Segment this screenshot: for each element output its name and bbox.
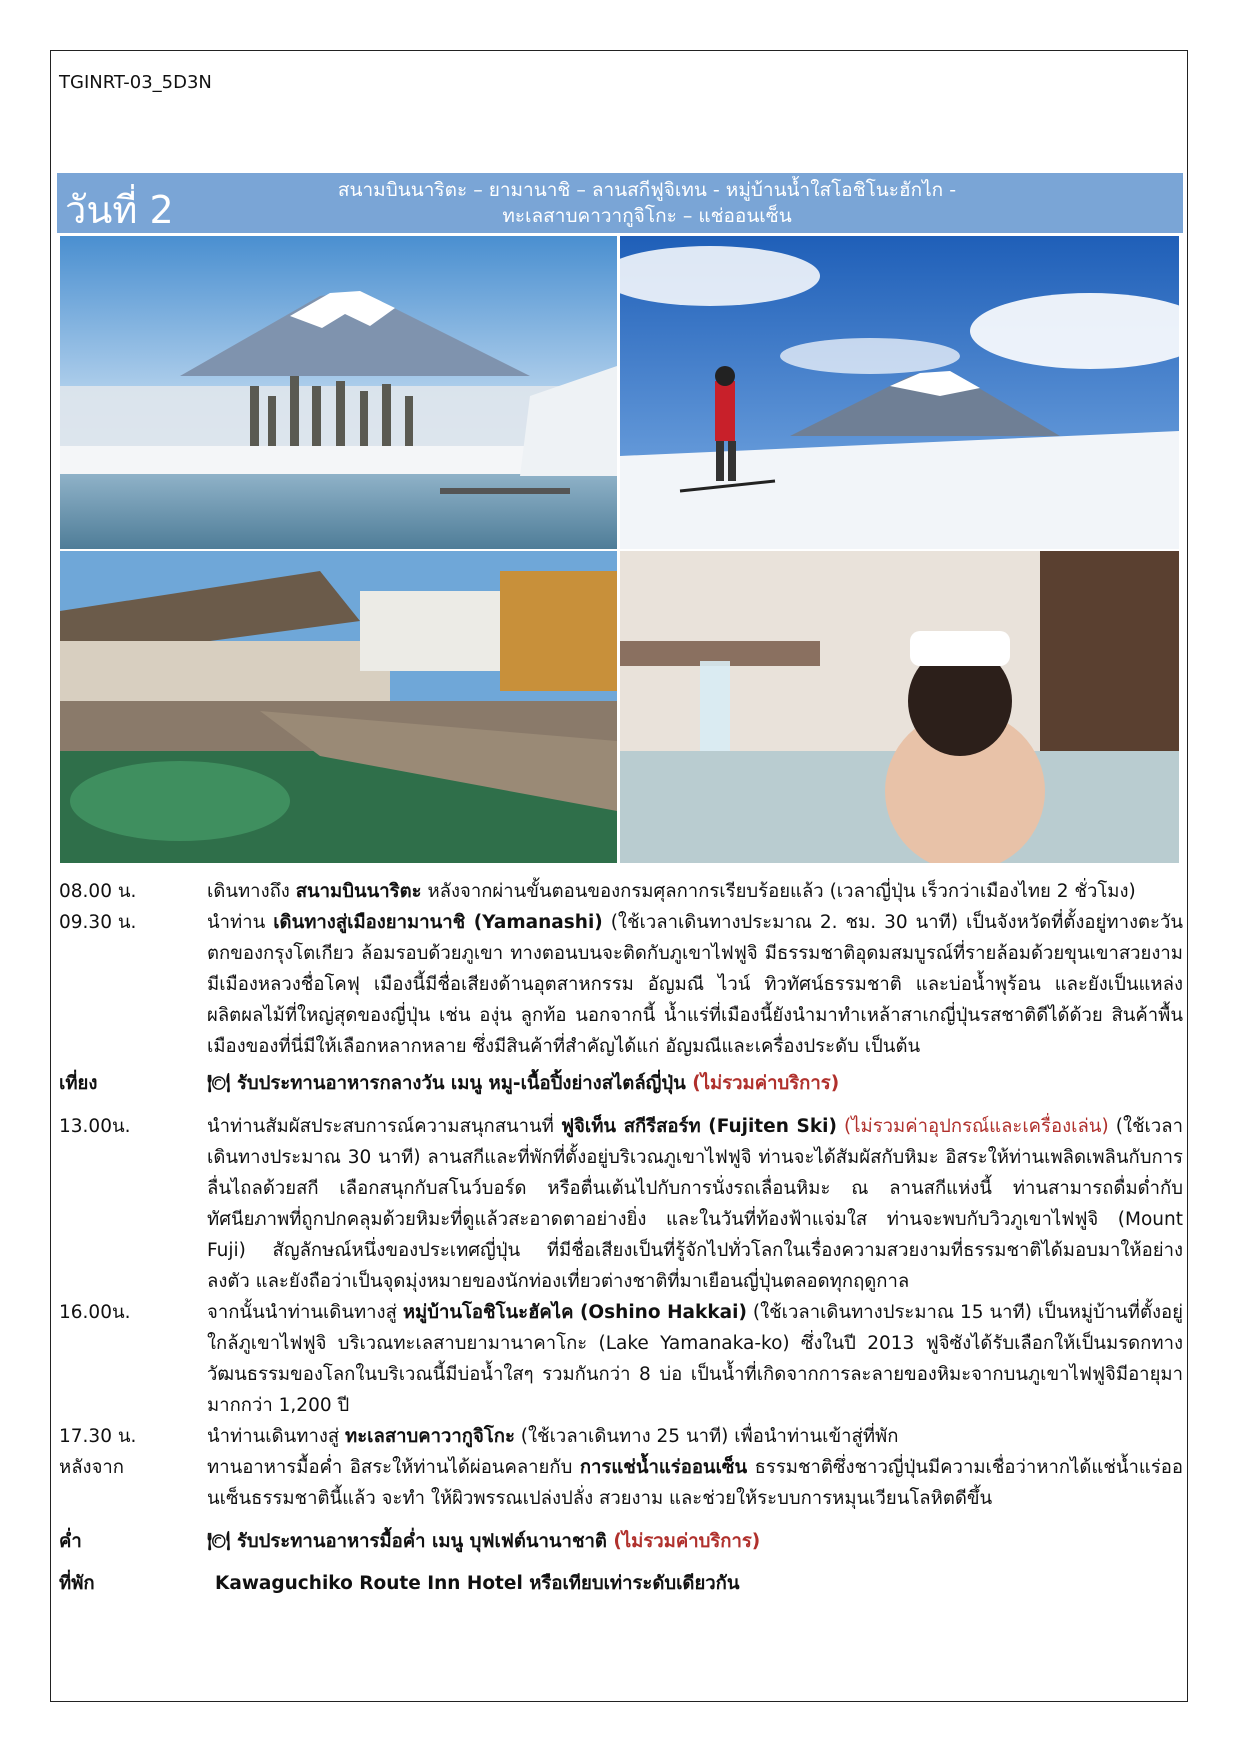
meal-icon: 🍽 [207, 1073, 231, 1094]
schedule-description [207, 1111, 1183, 1297]
price-note: (ไม่รวมค่าบริการ) [692, 1073, 840, 1094]
schedule-row-1300 [59, 1111, 1183, 1297]
schedule-description [207, 907, 1183, 1062]
route-line-1: สนามบินนาริตะ – ยามานาชิ – ลานสกีฟูจิเทน - หมู่บ้านน้ำใสโอชิโนะฮักไก - [337, 179, 957, 201]
price-note: (ไม่รวมค่าอุปกรณ์และเครื่องเล่น) [836, 1116, 1109, 1137]
desc-text: (ใช้เวลาเดินทางประมาณ 30 นาที) ลานสกีและที่พักที่ตั้งอยู่บริเวณภูเขาไฟฟูจิ ท่านจะได้สัมผัสกับหิมะ อิสระให้ท่านเพลิดเพลินกับการลื่นไถลด้วยสกี เลือกสนุกกับสโนว์บอร์ด หรือตื่นเต้นไปกับการนั่งรถเลื่อนหิมะ ณ ลานสกีแห่งนี้ ท่านสามารถดื่มด่ำกับทัศนียภาพที่ถูกปกคลุมด้วยหิมะที่ดูแล้วสะอาดตาอย่างยิ่ง และในวันที่ท้องฟ้าแจ่มใส ท่านจะพบกับวิวภูเขาไฟฟูจิ (Mount Fuji) สัญลักษณ์หนึ่งของประเทศญี่ปุ่น ที่มีชื่อเสียงเป็นที่รู้จักไปทั่วโลกในเรื่องความสวยงามที่ธรรมชาติได้มอบมาให้อย่างลงตัว และยังถือว่าเป็นจุดมุ่งหมายของนักท่องเที่ยวต่างชาติที่มาเยือนญี่ปุ่นตลอดทุกฤดูกาล [207, 1116, 1183, 1292]
desc-text: นำท่านเดินทางสู่ [207, 1426, 346, 1447]
price-note: (ไม่รวมค่าบริการ) [613, 1531, 761, 1552]
desc-text: เดินทางถึง [207, 881, 296, 902]
schedule-description [207, 1421, 1183, 1452]
day-route [287, 177, 1007, 229]
schedule-row-after-dinner [59, 1452, 1183, 1514]
schedule-row-hotel [59, 1568, 1183, 1599]
schedule-row-dinner [59, 1526, 1183, 1557]
place-name: เดินทางสู่เมืองยามานาชิ (Yamanashi) [273, 912, 603, 933]
schedule-description [207, 1452, 1183, 1514]
onsen-bath-photo [620, 551, 1179, 863]
desc-text: (ใช้เวลาเดินทางประมาณ 15 นาที) เป็นหมู่บ้านที่ตั้งอยู่ใกล้ภูเขาไฟฟูจิ บริเวณทะเลสาบยามานาคาโกะ (Lake Yamanaka-ko) ซึ่งในปี 2013 ฟูจิซังได้รับเลือกให้เป็นมรดกทางวัฒนธรรมของโลกในบริเวณนี้มีบ่อน้ำใสๆ รวมกันกว่า 8 บ่อ เป็นน้ำที่เกิดจากการละลายของหิมะจากบนภูเขาไฟฟูจิมีอายุมามากกว่า 1,200 ปี [207, 1302, 1183, 1416]
schedule-time: 13.00น. [59, 1116, 131, 1137]
schedule-time: ที่พัก [59, 1573, 95, 1594]
schedule-time: 16.00น. [59, 1302, 131, 1323]
schedule-row-1730 [59, 1421, 1183, 1452]
schedule-row-lunch [59, 1068, 1183, 1099]
desc-text: (ใช้เวลาเดินทางประมาณ 2. ชม. 30 นาที) เป็นจังหวัดที่ตั้งอยู่ทางตะวันตกของกรุงโตเกียว ล้อมรอบด้วยภูเขา ทางตอนบนจะติดกับภูเขาไฟฟูจิ มีธรรมชาติอุดมสมบูรณ์ที่รายล้อมด้วยขุนเขาสวยงาม มีเมืองหลวงชื่อโคฟุ เมืองนี้มีชื่อเสียงด้านอุตสาหกรรม อัญมณี ไวน์ ทิวทัศน์ธรรมชาติ และบ่อน้ำพุร้อน และยังเป็นแหล่งผลิตผลไม้ที่ใหญ่สุดของญี่ปุ่น เช่น องุ่น ลูกท้อ นอกจากนี้ น้ำแร่ที่เมืองนี้ยังนำมาทำเหล้าสาเกญี่ปุ่นรสชาติดีได้ด้วย สินค้าพื้นเมืองของที่นี่มีให้เลือกหลากหลาย ซึ่งมีสินค้าที่สำคัญได้แก่ อัญมณีและเครื่องประดับ เป็นต้น [207, 912, 1183, 1057]
oshino-hakkai-village-photo [60, 551, 617, 863]
desc-text: หลังจากผ่านขั้นตอนของกรมศุลกากรเรียบร้อยแล้ว (เวลาญี่ปุ่น เร็วกว่าเมืองไทย 2 ชั่วโมง) [421, 881, 1136, 902]
ski-slope-photo [620, 236, 1179, 549]
schedule-time: เที่ยง [59, 1073, 98, 1094]
route-line-2: ทะเลสาบคาวากูจิโกะ – แช่ออนเซ็น [502, 205, 792, 227]
schedule-description [207, 876, 1183, 907]
place-name: หมู่บ้านโอชิโนะฮัคไค (Oshino Hakkai) [402, 1302, 747, 1323]
place-name: ฟูจิเท็น สกีรีสอร์ท (Fujiten Ski) [560, 1116, 837, 1137]
desc-text: นำท่าน [207, 912, 274, 933]
schedule-row-1600 [59, 1297, 1183, 1421]
place-name: การแช่น้ำแร่ออนเซ็น [579, 1457, 748, 1478]
schedule-time: 09.30 น. [59, 912, 137, 933]
document-code: TGINRT-03_5D3N [59, 72, 212, 93]
meal-icon: 🍽 [207, 1531, 231, 1552]
meal-text: รับประทานอาหารมื้อค่ำ เมนู บุฟเฟต์นานาชาติ [230, 1531, 614, 1552]
place-name: ทะเลสาบคาวากูจิโกะ [345, 1426, 515, 1447]
schedule-row-0930 [59, 907, 1183, 1062]
desc-text: จากนั้นนำท่านเดินทางสู่ [207, 1302, 403, 1323]
schedule-time: 17.30 น. [59, 1426, 137, 1447]
mount-fuji-lake-photo [60, 236, 617, 549]
schedule-time: 08.00 น. [59, 881, 137, 902]
day-header-band [57, 173, 1183, 236]
desc-text: นำท่านสัมผัสประสบการณ์ความสนุกสนานที่ [207, 1116, 561, 1137]
desc-text: ธรรมชาติซึ่งชาวญี่ปุ่นมีความเชื่อว่าหากได้แช่น้ำแร่ออนเซ็นธรรมชาตินี้แล้ว จะทำ ให้ผิวพรรณเปล่งปลั่ง สวยงาม และช่วยให้ระบบการหมุนเวียนโลหิตดีขึ้น [207, 1457, 1183, 1509]
schedule-time: หลังจาก [59, 1457, 124, 1478]
desc-text: ทานอาหารมื้อค่ำ อิสระให้ท่านได้ผ่อนคลายกับ [207, 1457, 580, 1478]
schedule-row-0800 [59, 876, 1183, 907]
schedule-description [207, 1068, 1183, 1099]
meal-text: รับประทานอาหารกลางวัน เมนู หมู-เนื้อปิ้งย่างสไตล์ญี่ปุ่น [230, 1073, 693, 1094]
schedule-time: ค่ำ [59, 1531, 82, 1552]
desc-text: (ใช้เวลาเดินทาง 25 นาที) เพื่อนำท่านเข้าสู่ที่พัก [514, 1426, 899, 1447]
place-name: สนามบินนาริตะ [295, 881, 422, 902]
schedule-description [207, 1297, 1183, 1421]
hotel-name: Kawaguchiko Route Inn Hotel หรือเทียบเท่าระดับเดียวกัน [215, 1573, 740, 1594]
schedule-description [207, 1526, 1183, 1557]
day-title: วันที่ 2 [65, 188, 174, 232]
